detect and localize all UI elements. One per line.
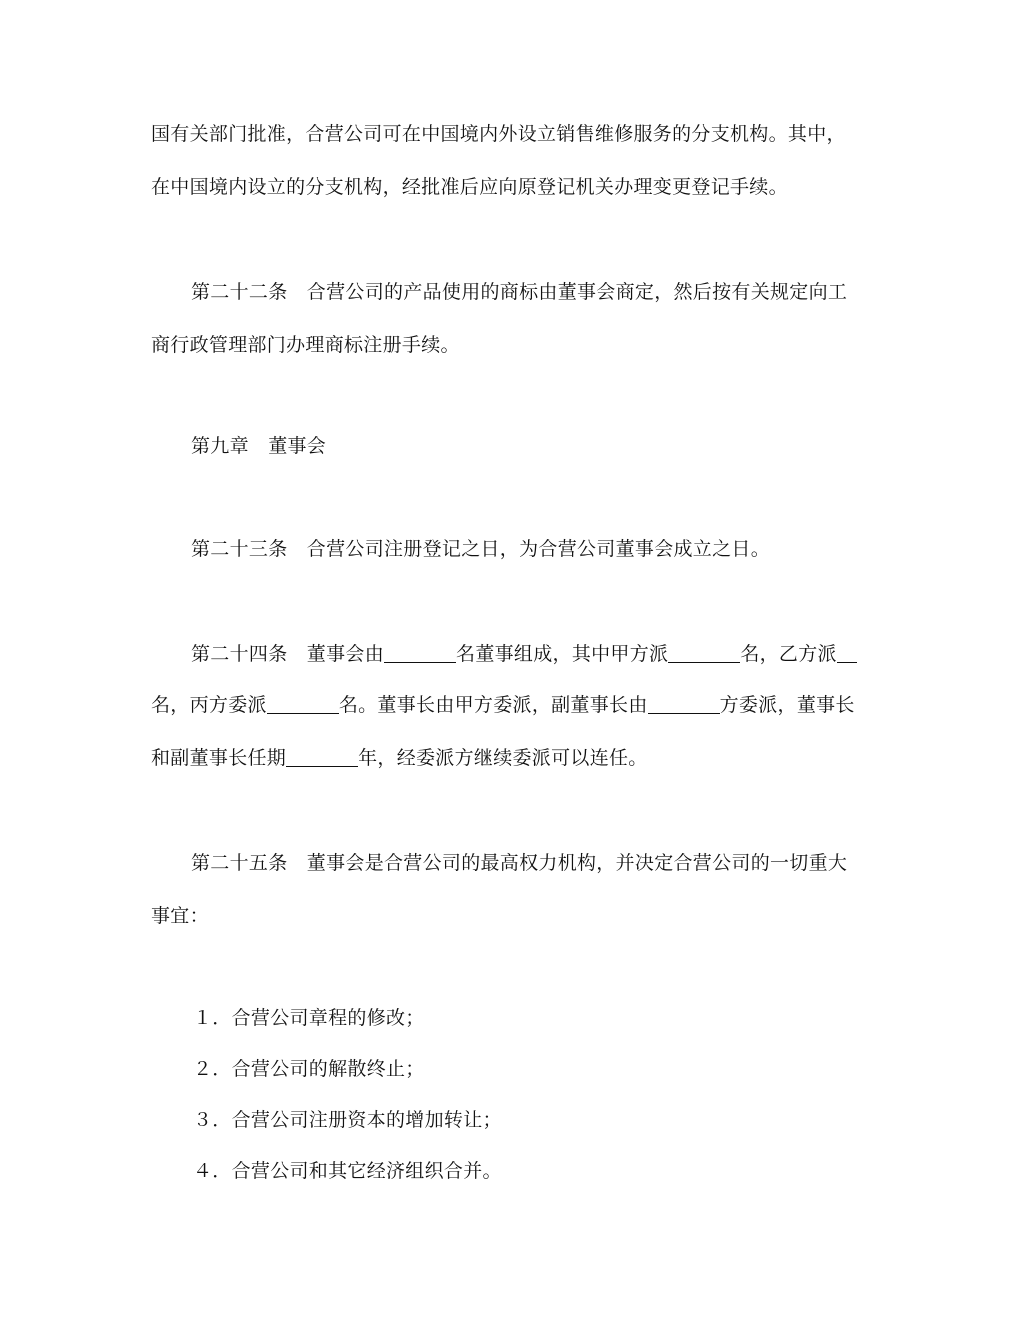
article-24-line-1 [191,642,921,666]
paragraph-line: 在中国境内设立的分支机构，经批准后应向原登记机关办理变更登记手续。 [151,176,788,198]
article-24-text: 方委派，董事长 [719,694,855,716]
list-item: １．合营公司章程的修改； [193,1007,425,1029]
paragraph-line: 国有关部门批准，合营公司可在中国境内外设立销售维修服务的分支机构。其中， [151,123,846,145]
article-23-line-1: 第二十三条 合营公司注册登记之日，为合营公司董事会成立之日。 [191,538,771,560]
article-22-line-2: 商行政管理部门办理商标注册手续。 [151,334,460,356]
article-24-line-3 [151,746,881,770]
article-24-text: 名，乙方派 [740,643,837,665]
article-24-text: 名。董事长由甲方委派，副董事长由 [338,694,648,716]
article-24-text: 和副董事长任期 [151,747,287,769]
list-item: ３．合营公司注册资本的增加转让； [193,1109,502,1131]
fill-in-blank [286,748,358,767]
article-24-line-2 [151,693,881,717]
article-24-text: 名董事组成，其中甲方派 [456,643,669,665]
chapter-title: 第九章 董事会 [191,435,327,457]
article-25-line-2: 事宜： [151,905,209,927]
article-22-line-1: 第二十二条 合营公司的产品使用的商标由董事会商定，然后按有关规定向工 [191,281,848,303]
article-24-text: 年，经委派方继续委派可以连任。 [358,747,648,769]
fill-in-blank [837,644,857,663]
list-item: ４．合营公司和其它经济组织合并。 [193,1160,502,1182]
fill-in-blank [267,695,339,714]
article-24-text: 名，丙方委派 [151,694,267,716]
fill-in-blank [384,644,456,663]
fill-in-blank [668,644,740,663]
article-24-text: 第二十四条 董事会由 [191,643,385,665]
article-25-line-1: 第二十五条 董事会是合营公司的最高权力机构，并决定合营公司的一切重大 [191,852,848,874]
list-item: ２．合营公司的解散终止； [193,1058,425,1080]
fill-in-blank [648,695,720,714]
